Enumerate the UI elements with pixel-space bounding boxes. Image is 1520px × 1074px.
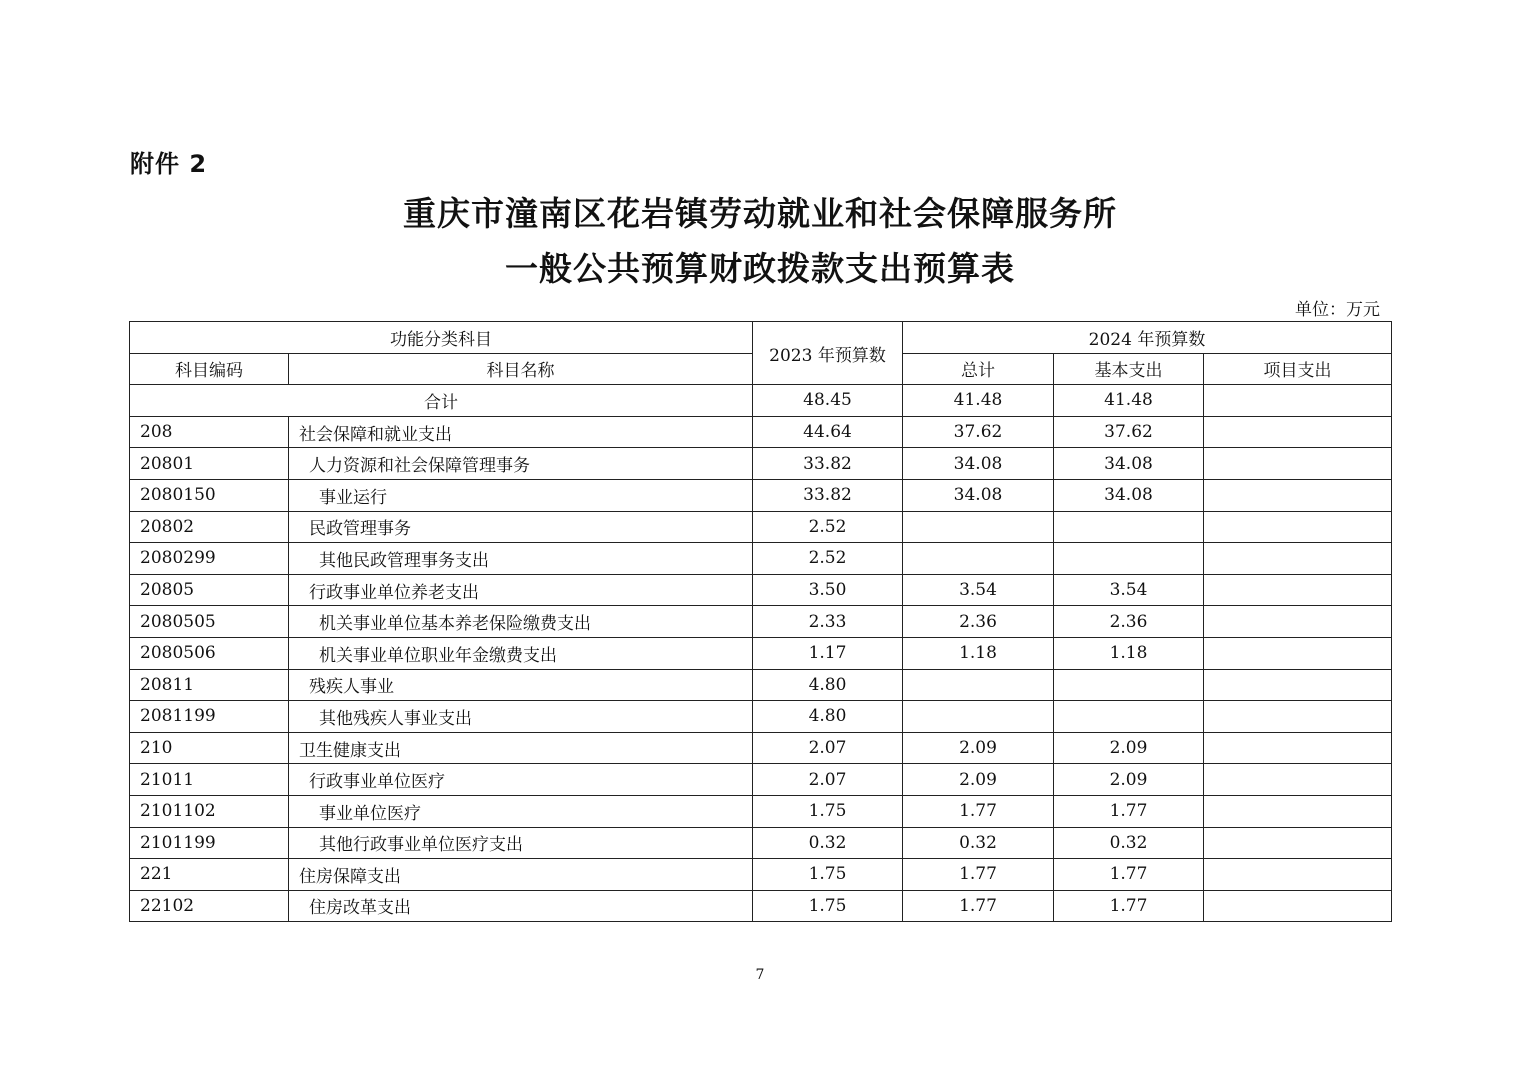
header-budget-2024: 2024 年预算数 [903,322,1392,354]
cell-code: 20802 [130,511,289,543]
cell-code: 210 [130,732,289,764]
cell-budget-2024-total [903,511,1054,543]
cell-budget-2024-basic: 0.32 [1054,827,1204,859]
cell-name: 民政管理事务 [289,511,753,543]
cell-budget-2023: 4.80 [753,701,903,733]
cell-budget-2024-total [903,669,1054,701]
cell-budget-2024-total: 3.54 [903,574,1054,606]
header-basic: 基本支出 [1054,353,1204,385]
cell-budget-2024-project [1204,479,1392,511]
table-row [130,448,1392,480]
header-total: 总计 [903,353,1054,385]
cell-name: 其他行政事业单位医疗支出 [289,827,753,859]
header-project: 项目支出 [1204,353,1392,385]
cell-code: 2080150 [130,479,289,511]
cell-name: 残疾人事业 [289,669,753,701]
cell-budget-2024-basic: 1.77 [1054,890,1204,922]
cell-budget-2024-total: 0.32 [903,827,1054,859]
cell-budget-2024-project [1204,669,1392,701]
cell-code: 20811 [130,669,289,701]
cell-budget-2023: 3.50 [753,574,903,606]
cell-budget-2023: 4.80 [753,669,903,701]
cell-budget-2024-project [1204,795,1392,827]
cell-budget-2023: 0.32 [753,827,903,859]
total-2024-basic: 41.48 [1054,385,1204,417]
cell-budget-2023: 33.82 [753,448,903,480]
cell-budget-2024-basic [1054,511,1204,543]
document-title-line1: 重庆市潼南区花岩镇劳动就业和社会保障服务所 [403,194,1117,233]
cell-name: 事业运行 [289,479,753,511]
cell-name: 机关事业单位基本养老保险缴费支出 [289,606,753,638]
cell-name: 住房改革支出 [289,890,753,922]
table-row [130,637,1392,669]
cell-budget-2024-project [1204,890,1392,922]
cell-name: 行政事业单位医疗 [289,764,753,796]
cell-budget-2024-project [1204,606,1392,638]
cell-budget-2023: 2.52 [753,543,903,575]
cell-budget-2023: 2.33 [753,606,903,638]
cell-budget-2024-basic: 2.09 [1054,732,1204,764]
cell-budget-2024-project [1204,637,1392,669]
cell-budget-2024-total: 34.08 [903,479,1054,511]
cell-budget-2024-basic: 1.77 [1054,795,1204,827]
table-row [130,669,1392,701]
total-row [130,385,1392,417]
attachment-label: 附件 2 [130,150,208,178]
cell-budget-2024-project [1204,827,1392,859]
cell-budget-2024-total [903,701,1054,733]
cell-budget-2024-project [1204,859,1392,891]
cell-budget-2024-basic: 2.36 [1054,606,1204,638]
table-body [130,385,1392,922]
cell-code: 2080299 [130,543,289,575]
cell-name: 其他残疾人事业支出 [289,701,753,733]
cell-budget-2024-basic: 37.62 [1054,416,1204,448]
cell-budget-2023: 1.75 [753,890,903,922]
cell-name: 卫生健康支出 [289,732,753,764]
cell-budget-2024-project [1204,764,1392,796]
table-row [130,416,1392,448]
cell-name: 行政事业单位养老支出 [289,574,753,606]
cell-budget-2024-basic [1054,543,1204,575]
cell-budget-2024-basic: 1.18 [1054,637,1204,669]
cell-code: 2081199 [130,701,289,733]
cell-budget-2023: 1.75 [753,795,903,827]
table-row [130,479,1392,511]
budget-table [129,321,1392,922]
cell-budget-2023: 33.82 [753,479,903,511]
cell-code: 2101199 [130,827,289,859]
cell-budget-2023: 1.17 [753,637,903,669]
table-row [130,764,1392,796]
cell-budget-2024-total [903,543,1054,575]
header-category: 功能分类科目 [130,322,753,354]
cell-budget-2024-total: 2.36 [903,606,1054,638]
table-row [130,859,1392,891]
cell-budget-2024-total: 2.09 [903,732,1054,764]
cell-budget-2024-basic: 2.09 [1054,764,1204,796]
page-number: 7 [755,967,765,983]
table-row [130,543,1392,575]
cell-budget-2023: 44.64 [753,416,903,448]
table-row [130,701,1392,733]
cell-budget-2024-basic: 1.77 [1054,859,1204,891]
table-row [130,732,1392,764]
table-row [130,511,1392,543]
header-code: 科目编码 [130,353,289,385]
cell-code: 2101102 [130,795,289,827]
cell-code: 22102 [130,890,289,922]
cell-budget-2024-total: 2.09 [903,764,1054,796]
cell-budget-2024-project [1204,701,1392,733]
cell-budget-2024-total: 1.77 [903,890,1054,922]
cell-budget-2023: 2.52 [753,511,903,543]
table-row [130,574,1392,606]
header-row-1 [130,322,1392,354]
header-budget-2023: 2023 年预算数 [753,322,903,385]
cell-budget-2024-project [1204,543,1392,575]
cell-code: 221 [130,859,289,891]
cell-budget-2024-basic: 3.54 [1054,574,1204,606]
total-label: 合计 [130,385,753,417]
cell-name: 社会保障和就业支出 [289,416,753,448]
cell-budget-2024-total: 1.77 [903,859,1054,891]
total-2024-project [1204,385,1392,417]
cell-budget-2024-project [1204,448,1392,480]
cell-budget-2024-total: 34.08 [903,448,1054,480]
cell-name: 住房保障支出 [289,859,753,891]
cell-budget-2024-project [1204,416,1392,448]
cell-code: 21011 [130,764,289,796]
unit-label: 单位：万元 [1295,300,1380,320]
cell-budget-2024-basic [1054,701,1204,733]
cell-budget-2023: 2.07 [753,764,903,796]
table-row [130,827,1392,859]
cell-budget-2024-total: 1.18 [903,637,1054,669]
cell-code: 2080505 [130,606,289,638]
cell-name: 其他民政管理事务支出 [289,543,753,575]
cell-budget-2024-total: 1.77 [903,795,1054,827]
total-2023: 48.45 [753,385,903,417]
cell-code: 20805 [130,574,289,606]
table-row [130,890,1392,922]
total-2024-total: 41.48 [903,385,1054,417]
document-title-line2: 一般公共预算财政拨款支出预算表 [505,249,1015,288]
cell-budget-2023: 1.75 [753,859,903,891]
cell-budget-2024-basic [1054,669,1204,701]
cell-budget-2024-basic: 34.08 [1054,479,1204,511]
cell-code: 20801 [130,448,289,480]
cell-budget-2024-basic: 34.08 [1054,448,1204,480]
cell-name: 事业单位医疗 [289,795,753,827]
cell-budget-2023: 2.07 [753,732,903,764]
header-name: 科目名称 [289,353,753,385]
cell-code: 208 [130,416,289,448]
cell-budget-2024-project [1204,732,1392,764]
table-row [130,606,1392,638]
cell-code: 2080506 [130,637,289,669]
table-row [130,795,1392,827]
cell-name: 机关事业单位职业年金缴费支出 [289,637,753,669]
cell-name: 人力资源和社会保障管理事务 [289,448,753,480]
cell-budget-2024-total: 37.62 [903,416,1054,448]
cell-budget-2024-project [1204,511,1392,543]
cell-budget-2024-project [1204,574,1392,606]
